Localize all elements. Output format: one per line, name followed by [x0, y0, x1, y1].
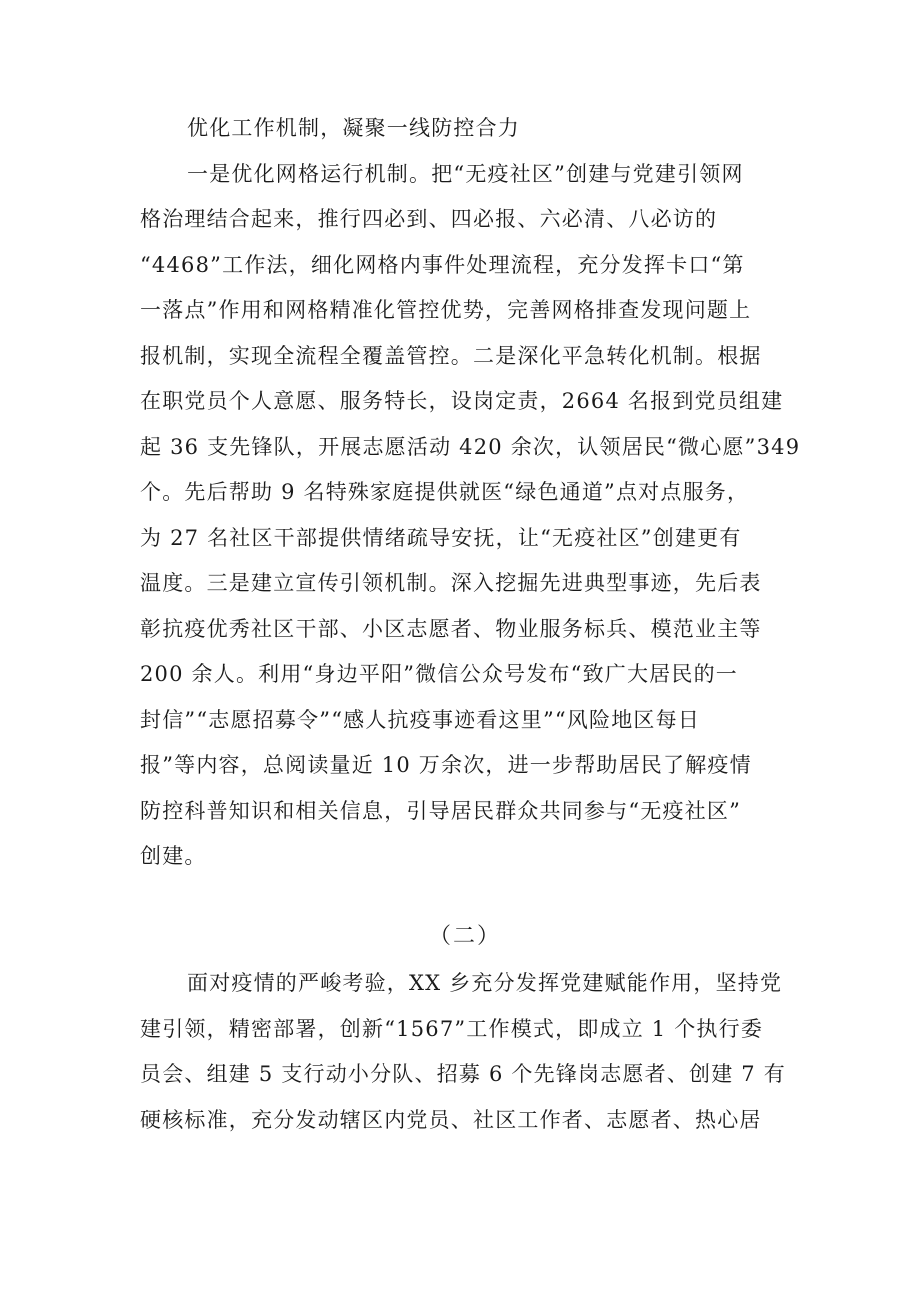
paragraph-line: 创建。: [140, 844, 207, 868]
paragraph-line: 员会、组建 5 支行动小分队、招募 6 个先锋岗志愿者、创建 7 有: [140, 1062, 786, 1086]
paragraph-line: “4468”工作法，细化网格内事件处理流程，充分发挥卡口“第: [140, 252, 745, 277]
paragraph-line: 封信”“志愿招募令”“感人抗疫事迹看这里”“风险地区每日: [140, 707, 701, 732]
section-one-title: 优化工作机制，凝聚一线防控合力: [187, 116, 520, 140]
section-one-body: [140, 106, 801, 880]
paragraph-line: 格治理结合起来，推行四必到、四必报、六必清、八必访的: [140, 207, 718, 231]
section-two-heading: （二）: [428, 924, 501, 949]
paragraph-line: 彰抗疫优秀社区干部、小区志愿者、物业服务标兵、模范业主等: [140, 616, 762, 641]
paragraph-line: 报机制，实现全流程全覆盖管控。二是深化平急转化机制。根据: [140, 343, 762, 368]
section-two-body: [140, 961, 790, 1143]
paragraph-line: 温度。三是建立宣传引领机制。深入挖掘先进典型事迹，先后表: [140, 571, 762, 595]
paragraph-line: 一落点”作用和网格精准化管控优势，完善网格排查发现问题上: [140, 298, 752, 322]
paragraph-line: 为 27 名社区干部提供情绪疏导安抚，让“无疫社区”创建更有: [140, 525, 742, 550]
paragraph-line: 面对疫情的严峻考验，XX 乡充分发挥党建赋能作用，坚持党: [187, 971, 783, 995]
paragraph-line: 报”等内容，总阅读量近 10 万余次，进一步帮助居民了解疫情: [140, 753, 752, 777]
paragraph-line: 一是优化网格运行机制。把“无疫社区”创建与党建引领网: [187, 161, 744, 186]
paragraph-line: 在职党员个人意愿、服务特长，设岗定责，2664 名报到党员组建: [140, 389, 784, 413]
paragraph-line: 200 余人。利用“身边平阳”微信公众号发布“致广大居民的一: [140, 662, 738, 686]
paragraph-line: 硬核标准，充分发动辖区内党员、社区工作者、志愿者、热心居: [140, 1107, 762, 1132]
paragraph-line: 个。先后帮助 9 名特殊家庭提供就医“绿色通道”点对点服务，: [140, 480, 750, 504]
paragraph-line: 建引领，精密部署，创新“1567”工作模式，即成立 1 个执行委: [140, 1016, 764, 1041]
paragraph-line: 防控科普知识和相关信息，引导居民群众共同参与“无疫社区”: [140, 798, 742, 823]
paragraph-line: 起 36 支先锋队，开展志愿活动 420 余次，认领居民“微心愿”349: [140, 434, 801, 459]
